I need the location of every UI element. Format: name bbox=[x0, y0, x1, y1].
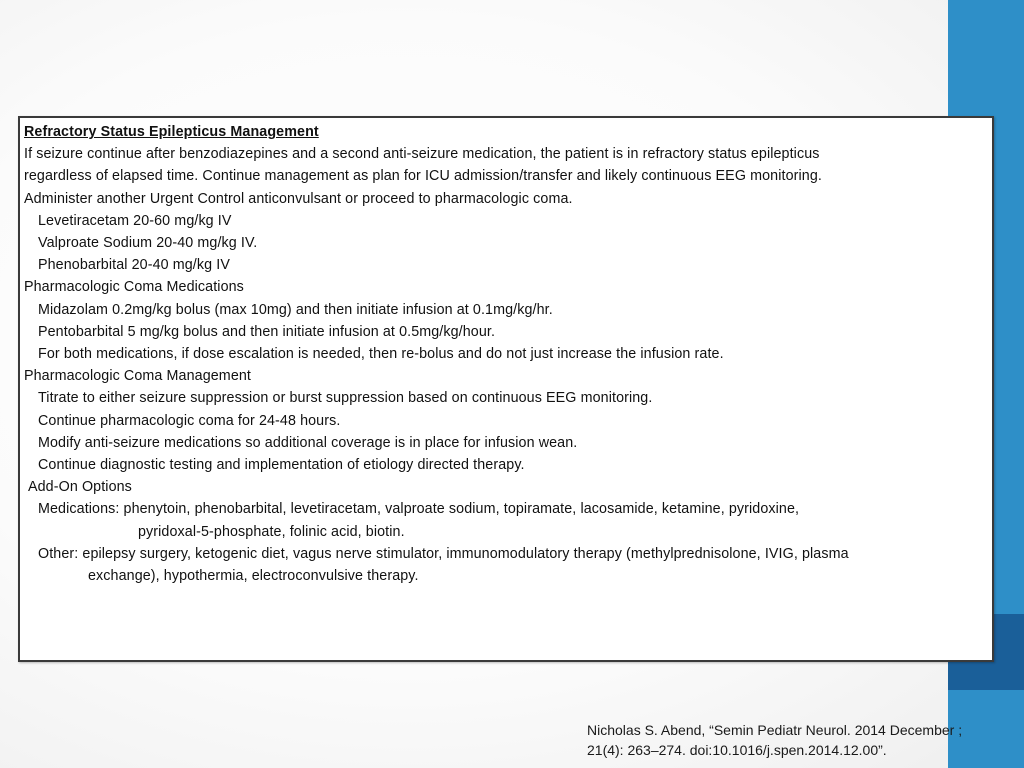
management-modify: Modify anti-seizure medications so additional coverage is in place for infusion wean. bbox=[38, 434, 578, 451]
source-citation bbox=[587, 720, 1024, 760]
intro-line-2: regardless of elapsed time. Continue management as plan for ICU admission/transfer and likely continuous EEG monitoring. bbox=[24, 168, 822, 185]
administer-line: Administer another Urgent Control anticonvulsant or proceed to pharmacologic coma. bbox=[24, 190, 573, 207]
protocol-title: Refractory Status Epilepticus Management bbox=[24, 124, 319, 140]
drug-midazolam: Midazolam 0.2mg/kg bolus (max 10mg) and then initiate infusion at 0.1mg/kg/hr. bbox=[38, 301, 553, 318]
add-on-medications: Medications: phenytoin, phenobarbital, levetiracetam, valproate sodium, topiramate, lacosamide, ketamine, pyridoxine, bbox=[38, 501, 800, 518]
protocol-text bbox=[24, 121, 982, 587]
citation-line-1: Nicholas S. Abend, “Semin Pediatr Neurol. 2014 December ; bbox=[587, 722, 963, 738]
protocol-box bbox=[18, 116, 994, 662]
dose-escalation-note: For both medications, if dose escalation is needed, then re-bolus and do not just increase the infusion rate. bbox=[38, 346, 724, 363]
section-coma-management: Pharmacologic Coma Management bbox=[24, 368, 251, 385]
add-on-medications-continued: pyridoxal-5-phosphate, folinic acid, biotin. bbox=[138, 523, 405, 540]
add-on-other: Other: epilepsy surgery, ketogenic diet, vagus nerve stimulator, immunomodulatory therapy (methylprednisolone, IVIG, plasma bbox=[38, 545, 849, 562]
management-duration: Continue pharmacologic coma for 24-48 hours. bbox=[38, 412, 341, 429]
drug-phenobarbital: Phenobarbital 20-40 mg/kg IV bbox=[38, 257, 230, 274]
section-coma-medications: Pharmacologic Coma Medications bbox=[24, 279, 244, 296]
management-titrate: Titrate to either seizure suppression or burst suppression based on continuous EEG monitoring. bbox=[38, 390, 653, 407]
section-add-on-options: Add-On Options bbox=[28, 479, 132, 496]
drug-levetiracetam: Levetiracetam 20-60 mg/kg IV bbox=[38, 212, 232, 229]
management-diagnostics: Continue diagnostic testing and implementation of etiology directed therapy. bbox=[38, 457, 525, 474]
drug-valproate: Valproate Sodium 20-40 mg/kg IV. bbox=[38, 235, 258, 252]
add-on-other-continued: exchange), hypothermia, electroconvulsive therapy. bbox=[88, 568, 419, 585]
citation-line-2: 21(4): 263–274. doi:10.1016/j.spen.2014.12.00”. bbox=[587, 742, 887, 758]
intro-line-1: If seizure continue after benzodiazepines and a second anti-seizure medication, the patient is in refractory status epilepticus bbox=[24, 146, 820, 163]
drug-pentobarbital: Pentobarbital 5 mg/kg bolus and then initiate infusion at 0.5mg/kg/hour. bbox=[38, 323, 496, 340]
